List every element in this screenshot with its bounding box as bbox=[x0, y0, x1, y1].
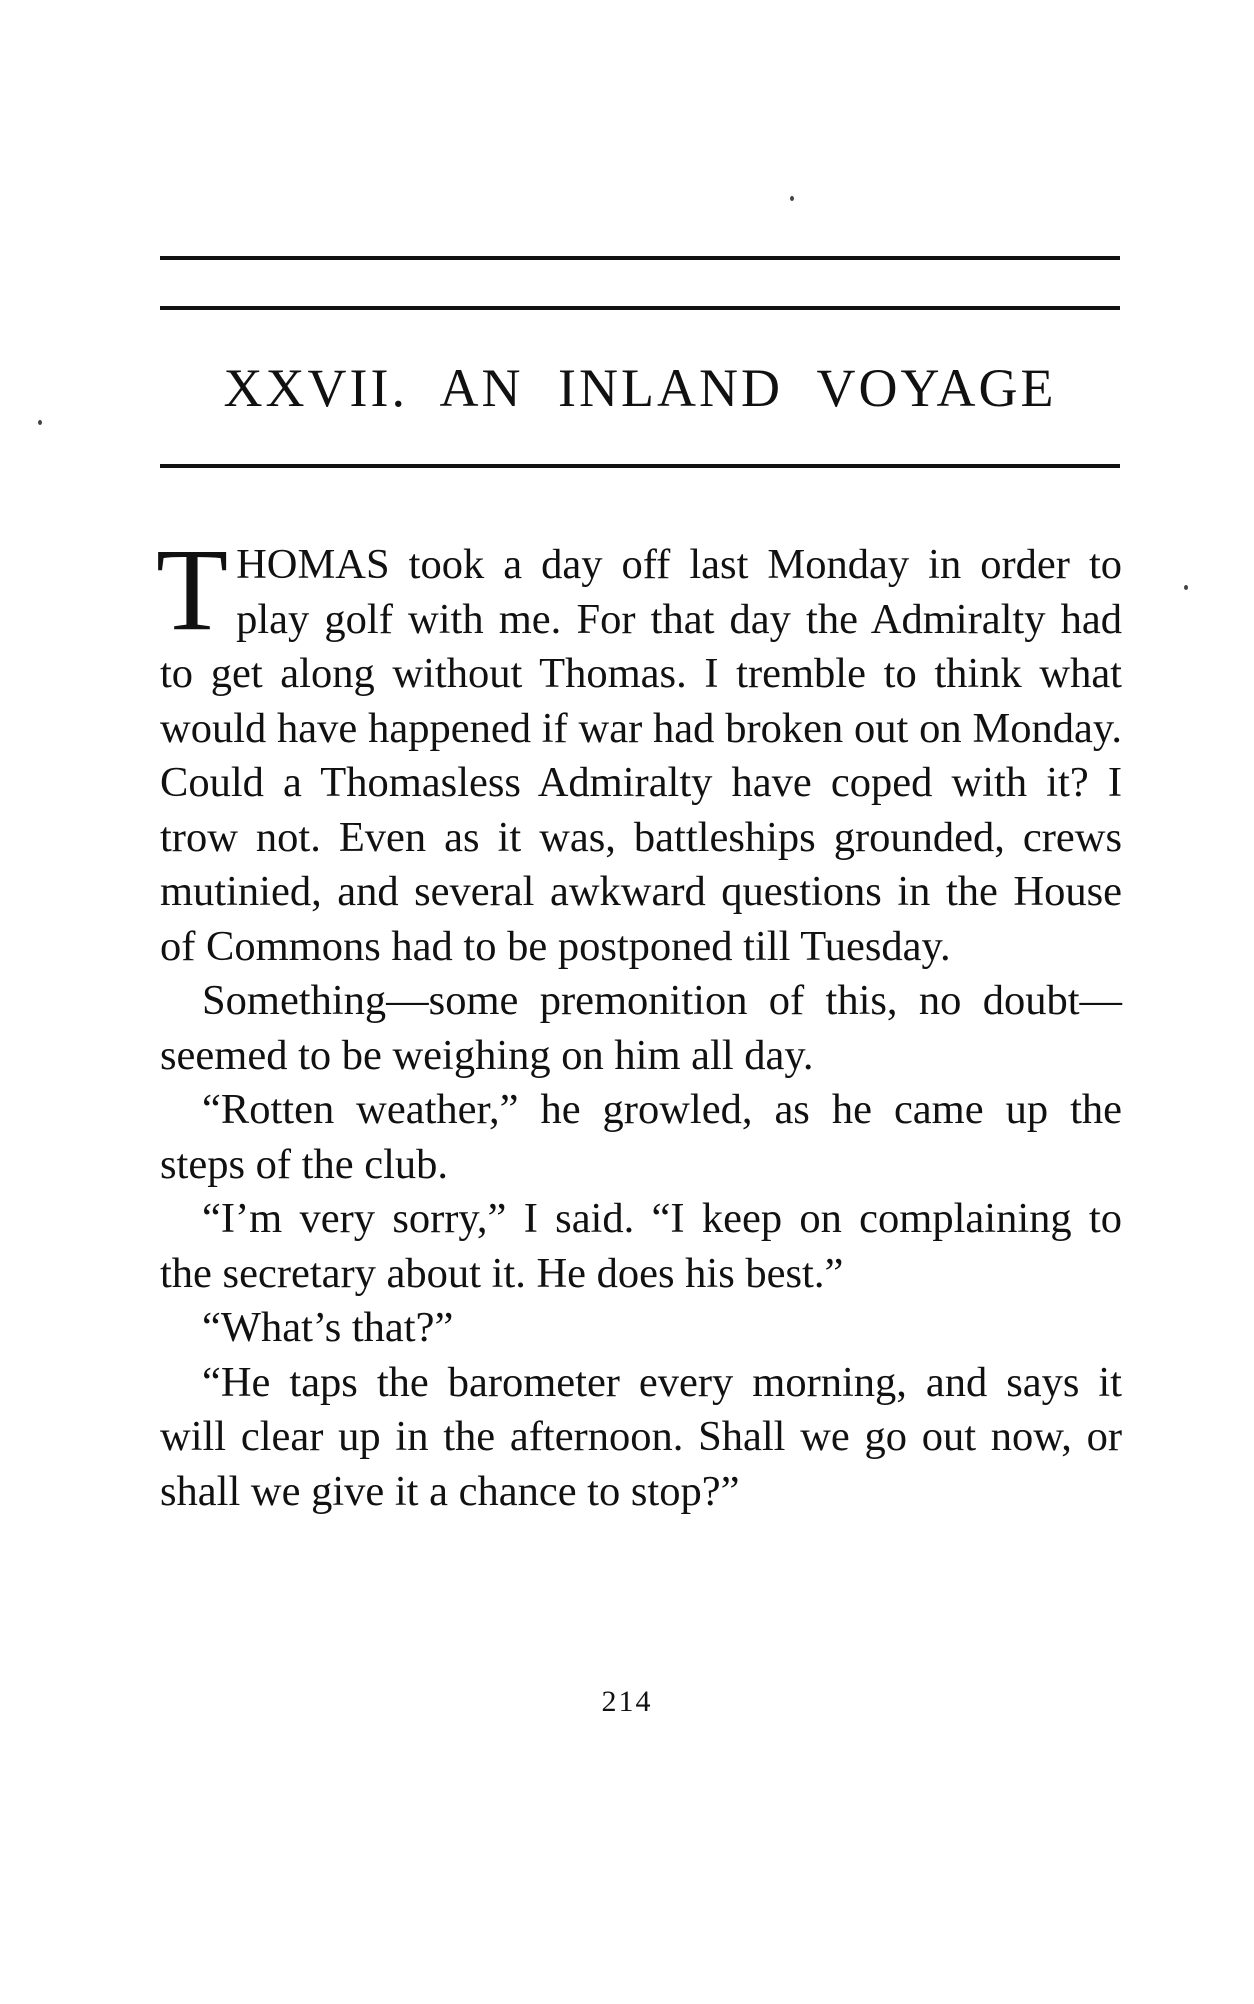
paragraph bbox=[156, 524, 1122, 974]
drop-cap: T bbox=[156, 524, 229, 655]
paragraph: Something—some premonition of this, no doubt—seemed to be weighing on him all day. bbox=[160, 977, 1122, 1079]
body-text bbox=[156, 524, 1122, 1519]
paragraph: “He taps the barometer every morning, and says it will clear up in the afternoon. Shall we go out now, or shall we give it a chance to stop?” bbox=[160, 1358, 1122, 1515]
paragraph: “I’m very sorry,” I said. “I keep on complaining to the secretary about it. He does his best.” bbox=[160, 1195, 1122, 1297]
paragraph: “What’s that?” bbox=[202, 1304, 454, 1351]
ink-speck bbox=[790, 196, 794, 201]
header-rule-bottom bbox=[160, 464, 1120, 468]
page-number: 214 bbox=[601, 1685, 653, 1718]
paragraph-text: HOMAS took a day off last Monday in order to play golf with me. For that day the Admiralty had to get along without Thomas. I tremble to think what would have happened if war had broken out on Monday. Could a Thomasless Admiralty have coped with it? I trow not. Even as it was, battleships grounded, crews mutinied, and several awkward questions in the House of Commons had to be postponed till Tuesday. bbox=[160, 541, 1122, 970]
paragraph: “Rotten weather,” he growled, as he came up the steps of the club. bbox=[160, 1086, 1122, 1188]
chapter-title: XXVII. AN INLAND VOYAGE bbox=[223, 358, 1057, 418]
ink-speck bbox=[38, 420, 42, 425]
header-rule-middle bbox=[160, 306, 1120, 310]
header-rule-top bbox=[160, 256, 1120, 260]
ink-speck bbox=[1184, 585, 1188, 590]
